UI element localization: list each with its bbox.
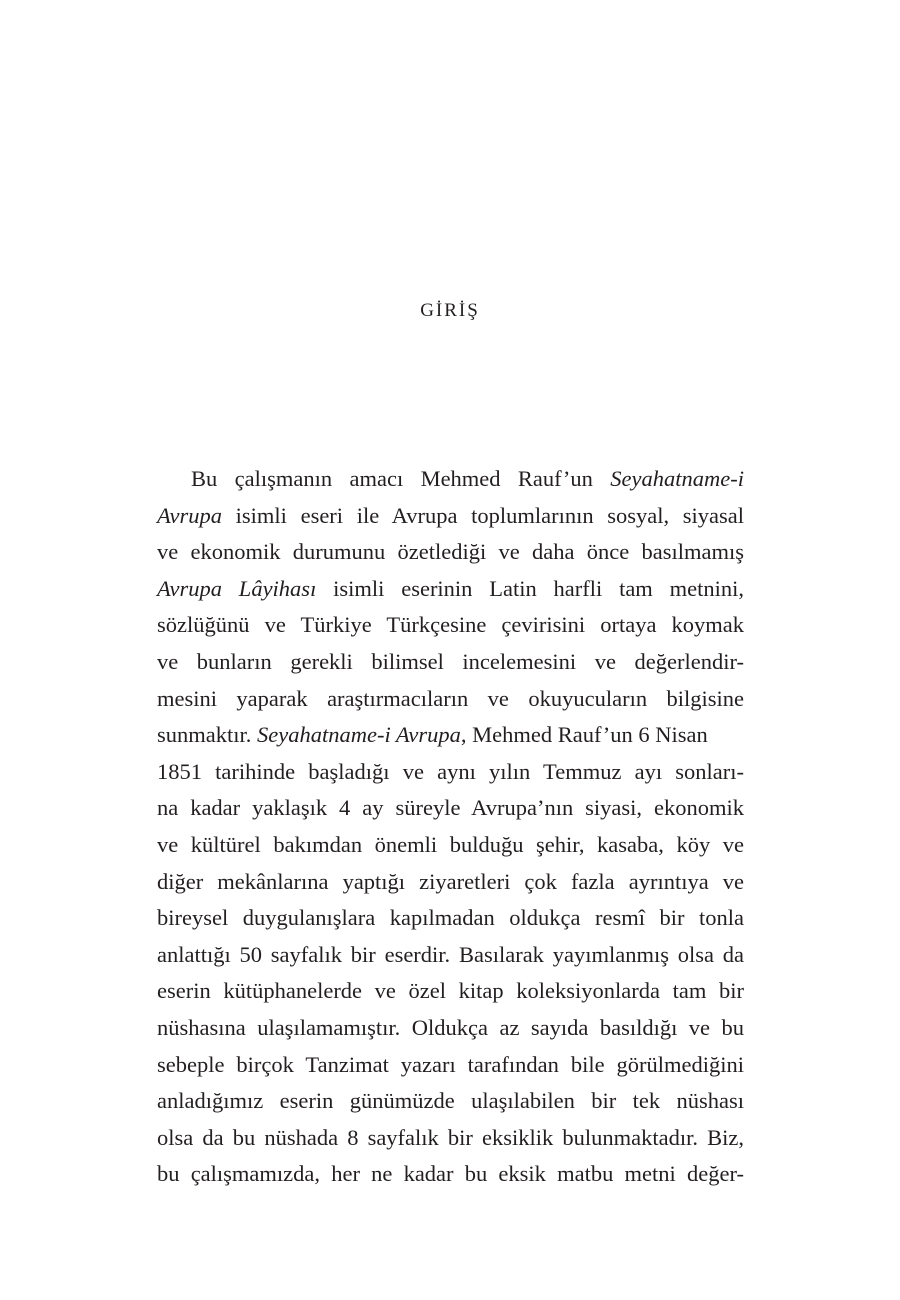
text-segment: mesini yaparak araştırmacıların ve okuyucuların bilgisine [157, 685, 744, 711]
text-segment: isimli eserinin Latin harfli tam metnini, [316, 575, 744, 601]
text-line [157, 1083, 744, 1120]
text-segment: sözlüğünü ve Türkiye Türkçesine çevirisini ortaya koymak [157, 612, 744, 638]
text-segment: sunmaktır. [157, 722, 257, 748]
text-line [157, 644, 744, 681]
text-segment: ve bunların gerekli bilimsel incelemesini ve değerlendir- [157, 648, 744, 674]
text-line [157, 534, 744, 571]
text-line [157, 1047, 744, 1084]
italic-text-segment: Avrupa [157, 502, 222, 528]
text-segment: olsa da bu nüshada 8 sayfalık bir eksiklik bulunmaktadır. Biz, [157, 1124, 744, 1150]
text-segment: ve ekonomik durumunu özetlediği ve daha önce basılmamış [157, 539, 744, 565]
text-line [157, 754, 744, 791]
text-line [157, 681, 744, 718]
text-segment: na kadar yaklaşık 4 ay süreyle Avrupa’nın siyasi, ekonomik [157, 795, 744, 821]
text-segment: diğer mekânlarına yaptığı ziyaretleri çok fazla ayrıntıya ve [157, 868, 744, 894]
italic-text-segment: Seyahatname-i Avrupa [257, 722, 461, 748]
text-line [157, 607, 744, 644]
text-segment: bireysel duygulanışlara kapılmadan oldukça resmî bir tonla [157, 905, 744, 931]
body-paragraph [157, 461, 744, 1193]
text-line [157, 461, 744, 498]
text-segment: , Mehmed Rauf’un 6 Nisan [460, 722, 708, 748]
text-line [157, 1156, 744, 1193]
text-segment: anlattığı 50 sayfalık bir eserdir. Basılarak yayımlanmış olsa da [157, 941, 744, 967]
text-line [157, 571, 744, 608]
text-line [157, 864, 744, 901]
text-segment: bu çalışmamızda, her ne kadar bu eksik matbu metni değer- [157, 1161, 744, 1187]
text-segment: nüshasına ulaşılamamıştır. Oldukça az sayıda basıldığı ve bu [157, 1014, 744, 1040]
chapter-title: gi̇ri̇ş [420, 292, 480, 322]
text-line [157, 1120, 744, 1157]
text-segment: 1851 tarihinde başladığı ve aynı yılın Temmuz ayı sonları- [157, 758, 744, 784]
text-segment: Bu çalışmanın amacı Mehmed Rauf’un [191, 466, 611, 491]
text-line [157, 827, 744, 864]
italic-text-segment: Seyahatname-i [610, 466, 744, 491]
text-line [157, 1010, 744, 1047]
text-line [157, 498, 744, 535]
text-line [157, 790, 744, 827]
text-segment: eserin kütüphanelerde ve özel kitap koleksiyonlarda tam bir [157, 978, 744, 1004]
text-segment: ve kültürel bakımdan önemli bulduğu şehir, kasaba, köy ve [157, 831, 744, 857]
text-line [157, 717, 744, 754]
italic-text-segment: Avrupa Lâyihası [157, 575, 317, 601]
text-segment: sebeple birçok Tanzimat yazarı tarafından bile görülmediğini [157, 1051, 744, 1077]
text-segment: anladığımız eserin günümüzde ulaşılabilen bir tek nüshası [157, 1088, 744, 1114]
text-line [157, 937, 744, 974]
text-line [157, 973, 744, 1010]
text-segment: isimli eseri ile Avrupa toplumlarının sosyal, siyasal [222, 502, 744, 528]
text-line [157, 900, 744, 937]
